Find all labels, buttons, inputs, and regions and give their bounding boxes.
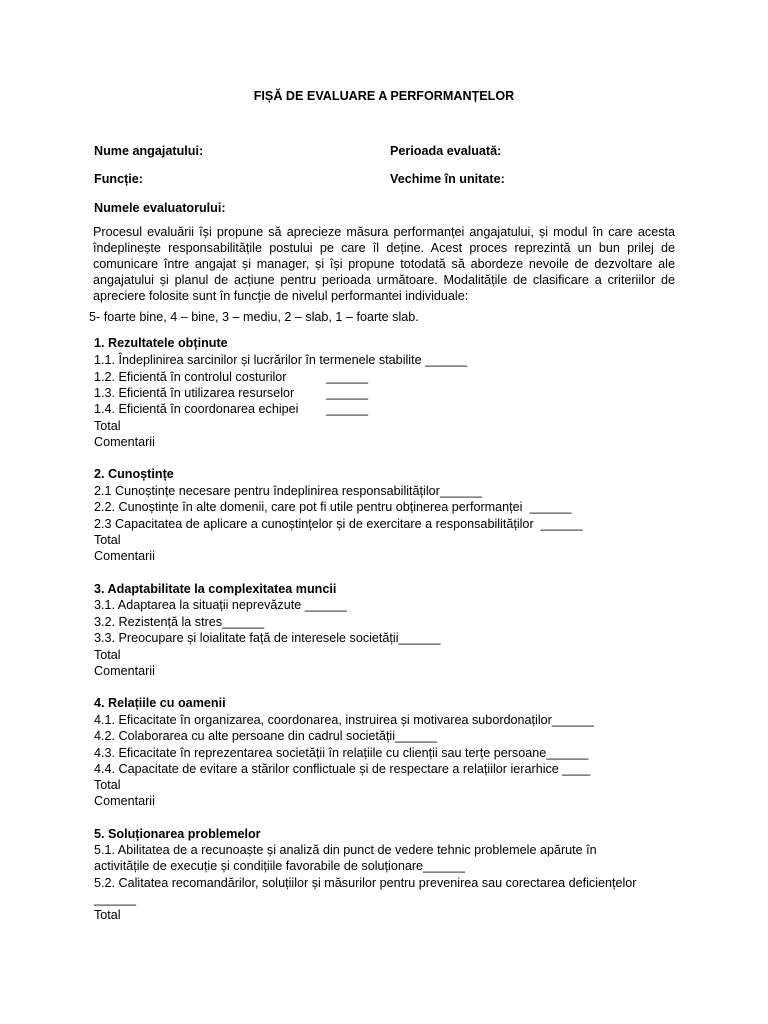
list-item: 5.1. Abilitatea de a recunoaște și analiză din punct de vedere tehnic problemele apărute în xyxy=(94,843,597,857)
answer-blank: ______ xyxy=(326,402,369,416)
document-title: FIȘĂ DE EVALUARE A PERFORMANȚELOR xyxy=(253,89,515,103)
evaluator-label: Numele evaluatorului: xyxy=(94,201,226,215)
function-label: Funcție: xyxy=(94,172,143,186)
section-3-heading: 3. Adaptabilitate la complexitatea muncii xyxy=(94,582,337,596)
list-item: 4.3. Eficacitate în reprezentarea societății în relațiile cu clienții sau terțe persoane______ xyxy=(94,746,589,760)
list-item: 2.1 Cunoștințe necesare pentru îndeplinirea responsabilităților______ xyxy=(94,484,482,498)
section-2-heading: 2. Cunoștințe xyxy=(94,467,174,481)
list-item: 5.2. Calitatea recomandărilor, soluțiilor și măsurilor pentru prevenirea sau corectarea deficiențelor xyxy=(94,876,637,890)
total-label: Total xyxy=(94,533,121,547)
list-item: 1.2. Eficientă în controlul costurilor xyxy=(94,370,287,384)
list-item: 3.3. Preocupare și loialitate față de interesele societății______ xyxy=(94,631,441,645)
comments-label: Comentarii xyxy=(94,794,155,808)
section-1-heading: 1. Rezultatele obținute xyxy=(94,336,228,350)
list-item: 4.4. Capacitate de evitare a stărilor conflictuale și de respectare a relațiilor ierarhice ____ xyxy=(94,762,591,776)
section-5-heading: 5. Soluționarea problemelor xyxy=(94,827,261,841)
section-4-heading: 4. Relațiile cu oamenii xyxy=(94,696,226,710)
list-item: 4.1. Eficacitate în organizarea, coordonarea, instruirea și motivarea subordonaților______ xyxy=(94,713,594,727)
list-item: 2.2. Cunoștințe în alte domenii, care pot fi utile pentru obținerea performanței ______ xyxy=(94,500,572,514)
comments-label: Comentarii xyxy=(94,435,155,449)
list-item: 1.1. Îndeplinirea sarcinilor și lucrărilor în termenele stabilite ______ xyxy=(94,353,468,367)
employee-name-label: Nume angajatului: xyxy=(94,144,204,158)
list-item: 3.1. Adaptarea la situații neprevăzute ______ xyxy=(94,598,347,612)
list-item-continuation: activitățile de execuție și condițiile favorabile de soluționare______ xyxy=(94,859,466,873)
answer-blank: ______ xyxy=(326,370,369,384)
list-item: 1.3. Eficientă în utilizarea resurselor xyxy=(94,386,295,400)
period-label: Perioada evaluată: xyxy=(390,144,502,158)
comments-label: Comentarii xyxy=(94,664,155,678)
seniority-label: Vechime în unitate: xyxy=(390,172,505,186)
answer-blank: ______ xyxy=(326,386,369,400)
total-label: Total xyxy=(94,908,121,922)
list-item-continuation: ______ xyxy=(94,892,137,906)
comments-label: Comentarii xyxy=(94,549,155,563)
total-label: Total xyxy=(94,778,121,792)
list-item: 1.4. Eficientă în coordonarea echipei xyxy=(94,402,299,416)
rating-scale: 5- foarte bine, 4 – bine, 3 – mediu, 2 – slab, 1 – foarte slab. xyxy=(89,310,419,324)
total-label: Total xyxy=(94,419,121,433)
total-label: Total xyxy=(94,648,121,662)
list-item: 3.2. Rezistență la stres______ xyxy=(94,615,265,629)
intro-paragraph: Procesul evaluării își propune să aprecieze măsura performanței angajatului, și modul în care acesta îndeplinește responsabilitățile postului pe care îl deține. Acest proces reprezintă un bun prilej de comunicare între angajat și manager, și își propune totodată să abordeze nevoile de dezvoltare ale angajatului și planul de acțiune pentru perioada următoare. Modalitățile de clasificare a criteriilor de apreciere folosite sunt în funcție de nivelul performantei individuale: xyxy=(93,225,675,303)
list-item: 2.3 Capacitatea de aplicare a cunoștințelor și de exercitare a responsabilităților ______ xyxy=(94,517,583,531)
list-item: 4.2. Colaborarea cu alte persoane din cadrul societății______ xyxy=(94,729,438,743)
